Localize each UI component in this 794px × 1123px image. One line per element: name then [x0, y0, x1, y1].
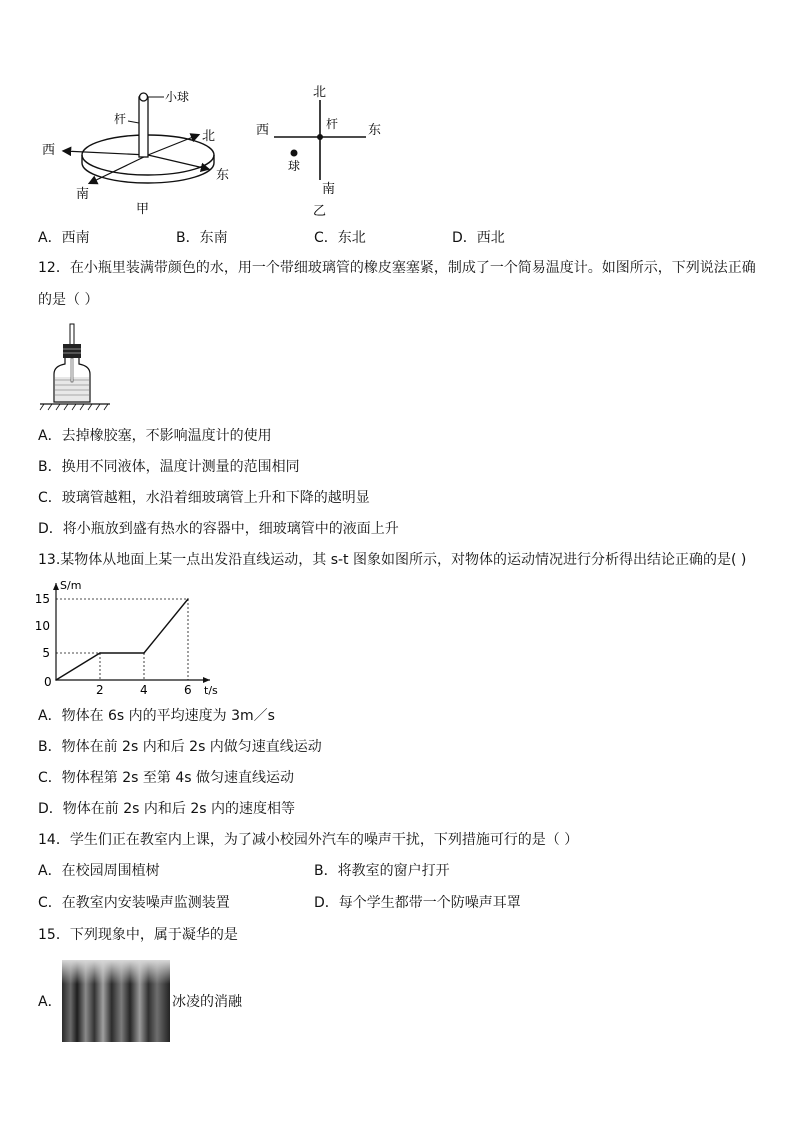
y-tick-label: 15: [34, 592, 50, 606]
figure-yi: [250, 82, 390, 220]
north-label: 北: [313, 85, 327, 100]
q14-option-d: D．每个学生都带一个防噪声耳罩: [314, 895, 521, 911]
st-data-point: [143, 652, 145, 654]
q12-option-c: C．玻璃管越粗，水沿着细玻璃管上升和下降的越明显: [38, 490, 370, 506]
y-tick-label: 10: [34, 619, 50, 633]
st-data-point: [55, 679, 57, 681]
caption-jia: 甲: [136, 202, 150, 217]
q11-option-c: C．东北: [314, 230, 366, 246]
caption-yi: 乙: [313, 204, 327, 219]
q12-option-d: D．将小瓶放到盛有热水的容器中，细玻璃管中的液面上升: [38, 521, 399, 537]
q11-option-b: B．东南: [176, 230, 228, 246]
st-series-line: [56, 599, 188, 680]
q11-option-d: D．西北: [452, 230, 505, 246]
q14-option-b: B．将教室的窗户打开: [314, 863, 450, 879]
west-label: 西: [42, 143, 56, 158]
east-line: [148, 155, 208, 169]
north-label: 北: [202, 129, 216, 144]
q15-option-a-label: A．: [38, 994, 62, 1010]
y-tick-label: 5: [42, 646, 50, 660]
tube-inside: [71, 358, 73, 382]
rod-dot: [317, 134, 323, 140]
ball-label: 球: [288, 159, 301, 173]
east-label: 东: [368, 123, 382, 138]
west-label: 西: [256, 123, 270, 138]
y-axis-label: S/m: [60, 580, 82, 592]
rod: [139, 97, 148, 157]
rod-label: 杆: [326, 117, 339, 131]
ground-hatch: [40, 404, 108, 410]
north-arrow: [148, 135, 198, 155]
x-tick-label: 6: [184, 683, 192, 696]
q12-option-b: B．换用不同液体，温度计测量的范围相同: [38, 459, 300, 475]
q14-option-a: A．在校园周围植树: [38, 863, 160, 879]
q12-option-a: A．去掉橡胶塞，不影响温度计的使用: [38, 428, 272, 444]
st-data-point: [99, 652, 101, 654]
rubber-stopper: [63, 344, 81, 358]
q12-stem-line2: 的是（ ）: [38, 292, 99, 308]
x-axis-arrow: [203, 677, 210, 683]
q12-stem-line1: 12．在小瓶里装满带颜色的水，用一个带细玻璃管的橡皮塞塞紧，制成了一个简易温度计。如图所示，下列说法正确: [38, 260, 756, 276]
west-arrow: [64, 151, 148, 155]
q13-option-b: B．物体在前 2s 内和后 2s 内做匀速直线运动: [38, 739, 322, 755]
q13-option-d: D．物体在前 2s 内和后 2s 内的速度相等: [38, 801, 295, 817]
q15-option-a-text: 冰凌的消融: [172, 994, 242, 1010]
x-tick-label: 2: [96, 683, 104, 696]
ball-dot: [291, 150, 298, 157]
rod-pointer: [128, 121, 139, 123]
south-label: 南: [322, 182, 336, 197]
q13-option-a: A．物体在 6s 内的平均速度为 3m／s: [38, 708, 275, 724]
q15-stem: 15．下列现象中，属于凝华的是: [38, 927, 238, 943]
x-tick-label: 4: [140, 683, 148, 696]
st-data-point: [187, 598, 189, 600]
south-label: 南: [76, 187, 90, 202]
s-t-chart: [28, 580, 218, 696]
q14-stem: 14．学生们正在教室内上课，为了减小校园外汽车的噪声干扰，下列措施可行的是（ ）: [38, 832, 579, 848]
figure-jia: [38, 85, 248, 220]
origin-label: 0: [44, 675, 52, 689]
small-ball: [140, 93, 148, 101]
q11-option-a: A．西南: [38, 230, 90, 246]
q13-stem: 13.某物体从地面上某一点出发沿直线运动，其 s-t 图象如图所示，对物体的运动情况进行分析得出结论正确的是( ): [38, 552, 747, 568]
y-axis-arrow: [53, 583, 59, 590]
x-axis-label: t/s: [204, 684, 218, 696]
ball-label: 小球: [165, 90, 190, 104]
q13-option-c: C．物体程第 2s 至第 4s 做匀速直线运动: [38, 770, 294, 786]
rod-label: 杆: [114, 112, 127, 126]
thermometer-bottle-figure: [38, 322, 118, 412]
icicle-photo: [62, 960, 170, 1042]
q14-option-c: C．在教室内安装噪声监测装置: [38, 895, 230, 911]
east-label: 东: [216, 168, 230, 183]
